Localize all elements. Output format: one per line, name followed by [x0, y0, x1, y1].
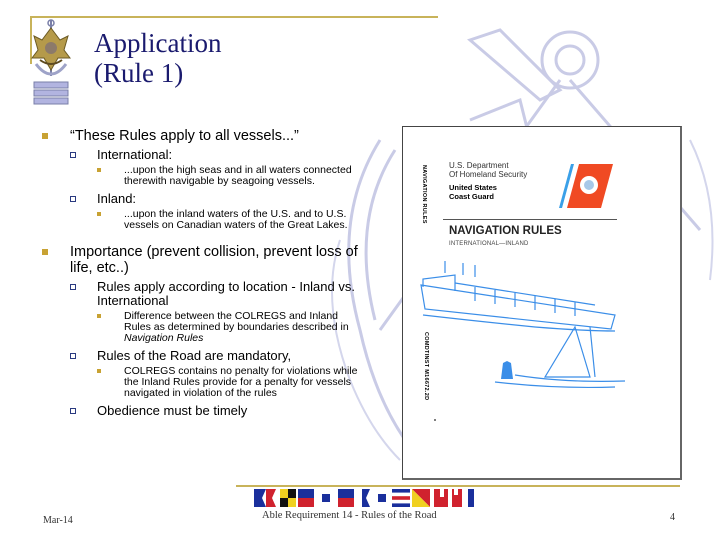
sea-scouts-emblem-icon — [30, 18, 72, 108]
hollow-square-bullet-icon — [70, 353, 76, 359]
ship-sketch-icon — [415, 257, 645, 392]
spine-code: COMDTINST M16672.2D — [423, 332, 429, 401]
title-line-1: Application — [94, 28, 222, 58]
hollow-square-bullet-icon — [70, 408, 76, 414]
cover-subtitle: INTERNATIONAL—INLAND — [449, 241, 529, 247]
department-text: U.S. Department Of Homeland Security — [449, 161, 528, 179]
bullet-l3: Difference between the COLREGS and Inland Rules as determined by boundaries described in Navigation Rules — [42, 311, 362, 344]
square-bullet-icon — [97, 212, 101, 216]
bullet-l2: Obedience must be timely — [42, 404, 362, 418]
bullet-l2: Rules of the Road are mandatory, — [42, 349, 362, 363]
signal-flags-icon — [254, 489, 480, 507]
bullet-l2: Inland: — [42, 192, 362, 206]
navigation-rules-cover-image — [402, 126, 682, 480]
hollow-square-bullet-icon — [70, 284, 76, 290]
square-bullet-icon — [97, 369, 101, 373]
bullet-l1: Importance (prevent collision, prevent loss of life, etc..) — [42, 244, 362, 276]
square-bullet-icon — [42, 133, 48, 139]
cover-divider — [443, 219, 617, 220]
header-rule — [30, 16, 438, 18]
page-number: 4 — [670, 512, 675, 523]
square-bullet-icon — [97, 168, 101, 172]
title-line-2: (Rule 1) — [94, 58, 184, 88]
bullet-l3: COLREGS contains no penalty for violations while the Inland Rules provide for a penalty for vessels navigated in violation of the rules — [42, 366, 362, 399]
slide-title — [94, 28, 221, 88]
bullet-l3: ...upon the inland waters of the U.S. and to U.S. vessels on Canadian waters of the Great Lakes. — [42, 209, 362, 231]
footer-date: Mar-14 — [43, 515, 73, 526]
footer-title: Able Requirement 14 - Rules of the Road — [262, 510, 437, 521]
uscg-text: United States Coast Guard — [449, 183, 497, 201]
square-bullet-icon — [42, 249, 48, 255]
bullet-list — [42, 128, 362, 421]
square-bullet-icon — [97, 314, 101, 318]
cover-title: NAVIGATION RULES — [449, 225, 562, 237]
hollow-square-bullet-icon — [70, 196, 76, 202]
bullet-l2: International: — [42, 148, 362, 162]
coast-guard-stripe-icon — [553, 164, 613, 208]
cover-dot — [434, 419, 436, 421]
hollow-square-bullet-icon — [70, 152, 76, 158]
footer-rule — [236, 485, 680, 487]
bullet-l2: Rules apply according to location - Inland vs. International — [42, 280, 362, 308]
bullet-l3: ...upon the high seas and in all waters connected therewith navigable by seagoing vessels. — [42, 165, 362, 187]
spine-title: NAVIGATION RULES — [421, 165, 427, 224]
bullet-l1: “These Rules apply to all vessels...” — [42, 128, 362, 144]
